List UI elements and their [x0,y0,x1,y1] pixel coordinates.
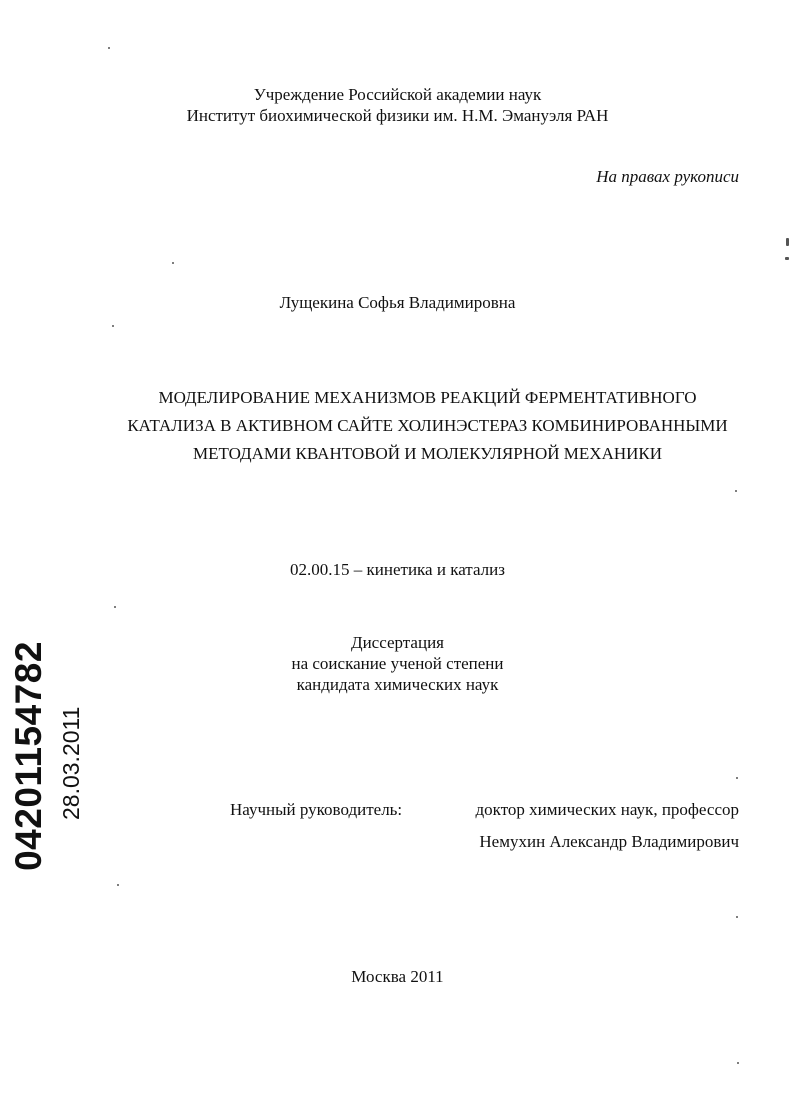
scan-speck [735,490,737,492]
scan-speck [786,238,789,246]
title-line-1: МОДЕЛИРОВАНИЕ МЕХАНИЗМОВ РЕАКЦИЙ ФЕРМЕНТАТИВНОГО [158,388,697,407]
city-year: Москва 2011 [351,967,444,986]
scan-speck [108,47,110,49]
library-stamp [6,640,96,872]
scan-speck [737,1062,739,1064]
scan-speck [112,325,114,327]
supervisor-name: Немухин Александр Владимирович [479,832,739,851]
dissertation-type: Диссертация [350,633,444,652]
supervisor-rank: доктор химических наук, профессор [475,800,739,819]
supervisor-label: Научный руководитель: [230,800,403,819]
title-line-2: КАТАЛИЗА В АКТИВНОМ САЙТЕ ХОЛИНЭСТЕРАЗ КОМБИНИРОВАННЫМИ [127,416,728,435]
scan-speck [172,262,174,264]
specialty-code: 02.00.15 – кинетика и катализ [290,560,505,579]
scan-speck [785,257,789,260]
scan-speck [114,606,116,608]
title-line-3: МЕТОДАМИ КВАНТОВОЙ И МОЛЕКУЛЯРНОЙ МЕХАНИКИ [192,444,663,463]
scan-speck [117,884,119,886]
scan-speck [736,916,738,918]
dissertation-degree: кандидата химических наук [296,675,499,694]
manuscript-note: На правах рукописи [596,167,739,186]
dissertation-purpose: на соискание ученой степени [291,654,504,673]
author-name: Лущекина Софья Владимировна [279,293,516,312]
dissertation-title [60,384,795,468]
stamp-date: 28.03.2011 [58,706,84,820]
stamp-number: 04201154782 [8,641,49,871]
institute-name: Институт биохимической физики им. Н.М. Эмануэля РАН [186,106,609,125]
organization-name: Учреждение Российской академии наук [253,85,542,104]
scan-speck [736,777,738,779]
